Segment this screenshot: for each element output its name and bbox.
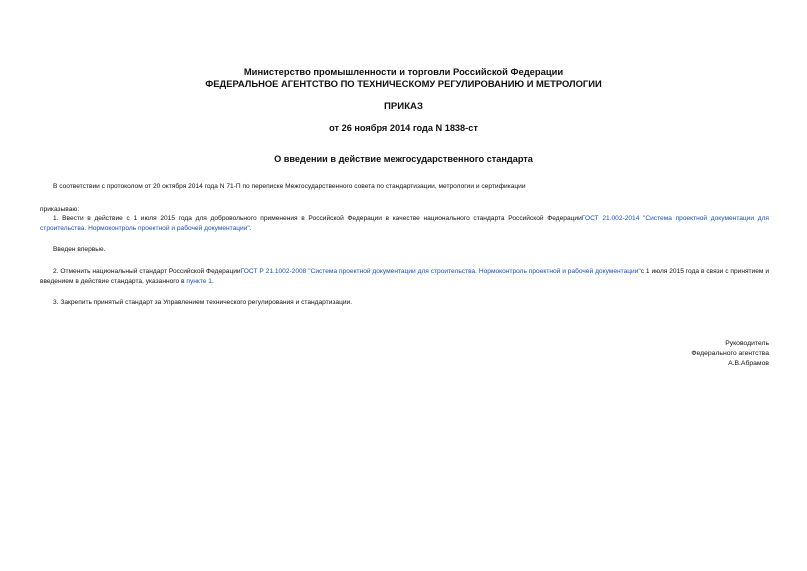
document-subject: О введении в действие межгосударственного стандарта <box>274 154 533 164</box>
ministry-name: Министерство промышленности и торговли Российской Федерации <box>243 66 564 77</box>
document-header <box>0 66 807 89</box>
agency-name: ФЕДЕРАЛЬНОЕ АГЕНТСТВО ПО ТЕХНИЧЕСКОМУ РЕГУЛИРОВАНИЮ И МЕТРОЛОГИИ <box>205 77 602 89</box>
signature-name: А.В.Абрамов <box>728 360 769 368</box>
item-1-reference-link[interactable]: пункте 1 <box>186 278 212 285</box>
paragraph-item-1 <box>40 214 769 234</box>
paragraph-item-2-end: . <box>211 278 214 285</box>
document-title: ПРИКАЗ <box>384 101 423 112</box>
signature-position: Руководитель <box>725 340 769 347</box>
paragraph-item-2 <box>40 267 769 287</box>
document-date-number: от 26 ноября 2014 года N 1838-ст <box>329 123 478 133</box>
paragraph-item-2-middle: с 1 июля 2015 года в связи с принятием и введением в действие стандарта, указанного в <box>40 268 769 285</box>
paragraph-first-introduced: Введен впервые. <box>53 246 106 253</box>
gost-r-21-1002-2008-link[interactable]: ГОСТ Р 21.1002-2008 "Система проектной документации для строительства. Нормоконтроль проектной и рабочей документации" <box>240 268 641 275</box>
paragraph-item-1-end: . <box>249 225 252 232</box>
signature-block <box>691 339 769 370</box>
gost-21-002-2014-link[interactable]: ГОСТ 21.002-2014 "Система проектной документации для строительства. Нормоконтроль проектной и рабочей документации" <box>40 215 769 232</box>
paragraph-item-1-text: 1. Ввести в действие с 1 июля 2015 года для добровольного применения в Российской Федерации в качестве национального стандарта Российской Федерации <box>53 215 582 222</box>
paragraph-item-2-text: 2. Отменить национальный стандарт Российской Федерации <box>53 268 241 275</box>
paragraph-item-3: 3. Закрепить принятый стандарт за Управлением технического регулирования и стандартизации. <box>53 299 353 306</box>
paragraph-preamble: В соответствии с протоколом от 20 октября 2014 года N 71-П по переписке Межгосударственного совета по стандартизации, метрологии и сертификации <box>53 183 526 190</box>
signature-organization: Федерального агентства <box>691 350 769 358</box>
paragraph-order: приказываю: <box>40 206 80 213</box>
